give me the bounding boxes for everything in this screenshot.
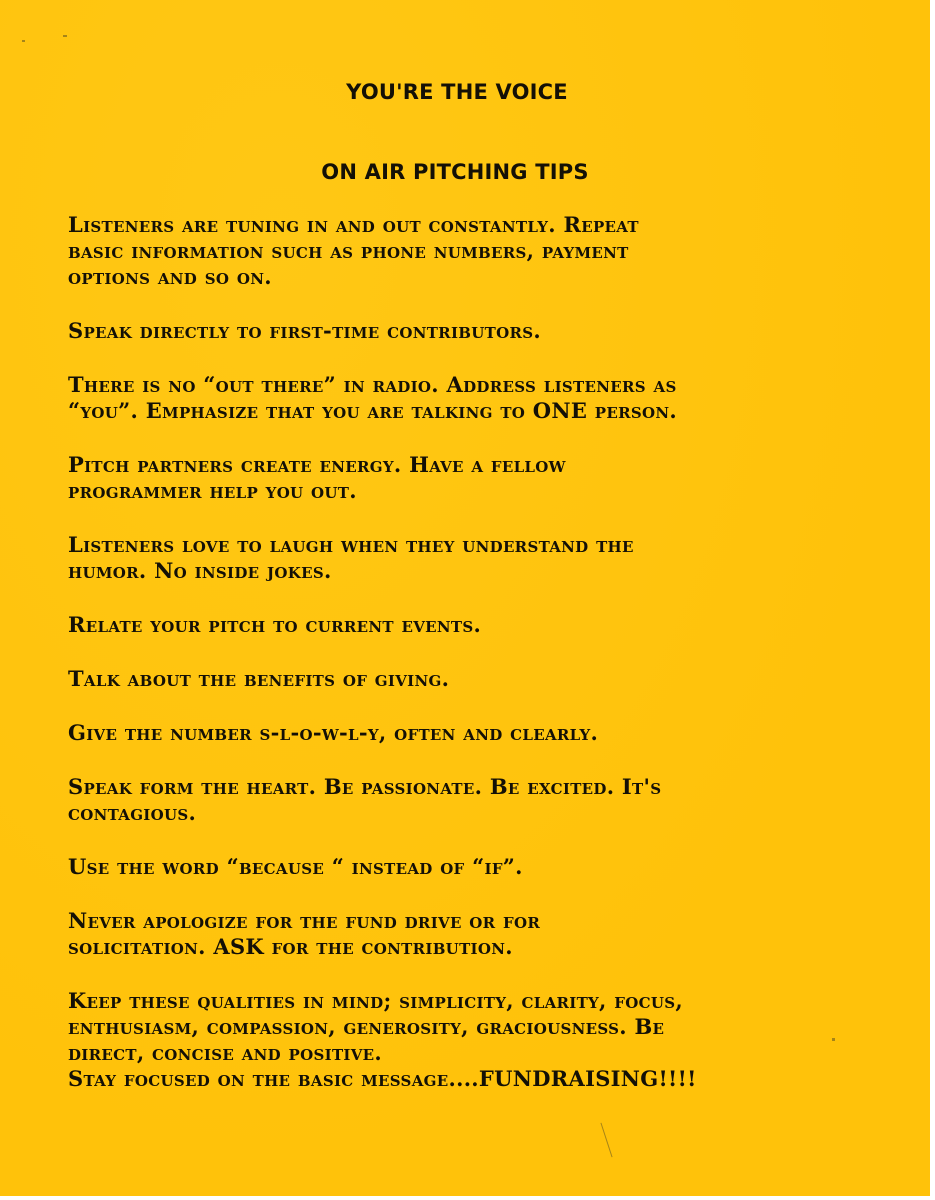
paper-speck — [22, 40, 25, 42]
tip-item — [68, 532, 888, 584]
document-subtitle: ON AIR PITCHING TIPS — [321, 160, 589, 184]
tip-line: Listeners love to laugh when they understand the — [68, 532, 634, 557]
tip-item — [68, 720, 888, 746]
tip-item — [68, 774, 888, 826]
tip-line: direct, concise and positive. — [68, 1040, 383, 1065]
paper-speck — [63, 35, 67, 37]
tip-line: Relate your pitch to current events. — [68, 612, 482, 637]
tip-line: options and so on. — [68, 264, 272, 289]
tip-item — [68, 212, 888, 290]
tip-item — [68, 452, 888, 504]
tip-line: “you”. Emphasize that you are talking to ONE person. — [68, 398, 677, 423]
tip-item — [68, 372, 888, 424]
tip-item — [68, 908, 888, 960]
tip-line: programmer help you out. — [68, 478, 357, 503]
tip-item — [68, 666, 888, 692]
tip-line: Give the number s-l-o-w-l-y, often and clearly. — [68, 720, 599, 745]
tip-line: humor. No inside jokes. — [68, 558, 332, 583]
tip-line: Listeners are tuning in and out constantly. Repeat — [68, 212, 639, 237]
tip-item — [68, 988, 888, 1092]
tip-item — [68, 612, 888, 638]
pen-stroke-mark — [600, 1123, 612, 1158]
tip-line: contagious. — [68, 800, 197, 825]
tip-line: Speak form the heart. Be passionate. Be excited. It's — [68, 774, 662, 799]
document-title: YOU'RE THE VOICE — [346, 80, 568, 104]
tip-item — [68, 854, 888, 880]
tip-line: Use the word “because “ instead of “if”. — [68, 854, 523, 879]
tip-line: Pitch partners create energy. Have a fellow — [68, 452, 566, 477]
tip-line: basic information such as phone numbers, payment — [68, 238, 629, 263]
tip-line: Talk about the benefits of giving. — [68, 666, 450, 691]
tips-list — [68, 212, 888, 1120]
paper-speck — [832, 1038, 835, 1041]
tip-line: enthusiasm, compassion, generosity, graciousness. Be — [68, 1014, 665, 1039]
tip-item — [68, 318, 888, 344]
tip-line: Speak directly to first-time contributors. — [68, 318, 541, 343]
tip-line: solicitation. ASK for the contribution. — [68, 934, 513, 959]
tip-line: There is no “out there” in radio. Address listeners as — [68, 372, 677, 397]
tip-line: Never apologize for the fund drive or for — [68, 908, 541, 933]
tip-line: Keep these qualities in mind; simplicity, clarity, focus, — [68, 988, 683, 1013]
tip-line: Stay focused on the basic message....FUNDRAISING!!!! — [68, 1066, 697, 1091]
